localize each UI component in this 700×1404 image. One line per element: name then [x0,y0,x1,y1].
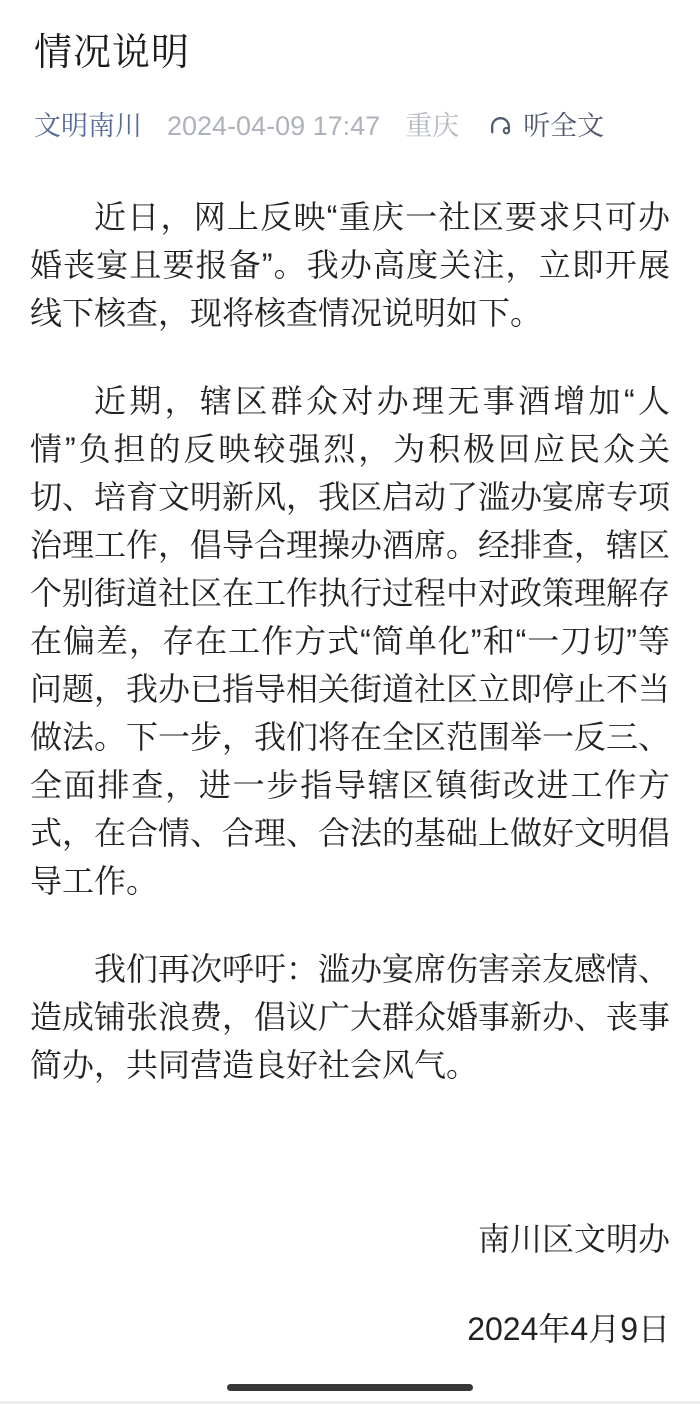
article-date: 2024年4月9日 [467,1311,670,1347]
paragraph: 近期，辖区群众对办理无事酒增加“人情”负担的反映较强烈，为积极回应民众关切、培育文明新风，我区启动了滥办宴席专项治理工作，倡导合理操办酒席。经排查，辖区个别街道社区在工作执行过程中对政策理解存在偏差，存在工作方式“简单化”和“一刀切”等问题，我办已指导相关街道社区立即停止不当做法。下一步，我们将在全区范围举一反三、全面排查，进一步指导辖区镇街改进工作方式，在合情、合理、合法的基础上做好文明倡导工作。 [30,383,671,899]
listen-full-text-button[interactable] [487,109,604,143]
home-indicator[interactable] [227,1384,473,1391]
article-meta [34,109,670,143]
paragraph: 我们再次呼吁：滥办宴席伤害亲友感情、造成铺张浪费，倡议广大群众婚事新办、丧事简办，共同营造良好社会风气。 [30,951,671,1083]
signature: 南川区文明办 [477,1221,670,1257]
headphones-icon [487,113,523,140]
article-title: 情况说明 [34,32,191,74]
listen-label: 听全文 [523,111,605,141]
paragraph: 近日，网上反映“重庆一社区要求只可办婚丧宴且要报备”。我办高度关注，立即开展线下核查，现将核查情况说明如下。 [30,199,670,331]
publish-timestamp: 2024-04-09 17:47 [167,111,381,141]
account-link[interactable]: 文明南川 [34,111,142,141]
publish-location: 重庆 [405,111,460,141]
article-body [30,193,670,1089]
